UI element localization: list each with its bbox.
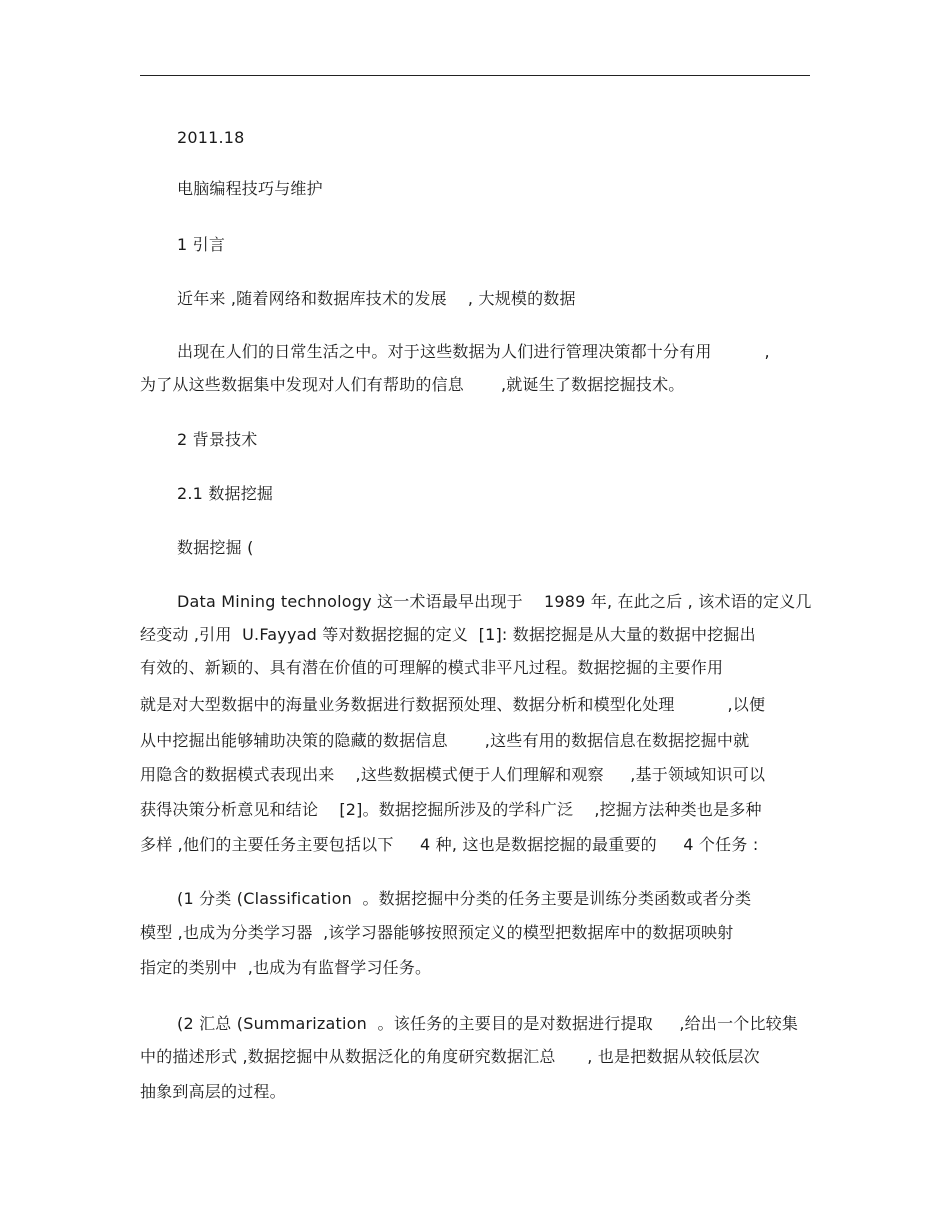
paragraph-line: 为了从这些数据集中发现对人们有帮助的信息 ,就诞生了数据挖掘技术。	[140, 375, 685, 394]
paragraph-line: 中的描述形式 ,数据挖掘中从数据泛化的角度研究数据汇总 , 也是把数据从较低层次	[140, 1047, 760, 1066]
journal-name: 电脑编程技巧与维护	[177, 179, 323, 198]
paragraph-line: 获得决策分析意见和结论 [2]。数据挖掘所涉及的学科广泛 ,挖掘方法种类也是多种	[140, 800, 762, 819]
paragraph-line: 有效的、新颖的、具有潜在价值的可理解的模式非平凡过程。数据挖掘的主要作用	[140, 658, 724, 677]
paragraph-line: 出现在人们的日常生活之中。对于这些数据为人们进行管理决策都十分有用 ,	[177, 342, 770, 361]
paragraph-line: 指定的类别中 ,也成为有监督学习任务。	[140, 958, 432, 977]
paragraph-line: 用隐含的数据模式表现出来 ,这些数据模式便于人们理解和观察 ,基于领域知识可以	[140, 765, 766, 784]
section-heading-1: 1 引言	[177, 235, 226, 254]
section-heading-2-1: 2.1 数据挖掘	[177, 484, 274, 503]
paragraph-line: 从中挖掘出能够辅助决策的隐藏的数据信息 ,这些有用的数据信息在数据挖掘中就	[140, 731, 750, 750]
paragraph-line: 就是对大型数据中的海量业务数据进行数据预处理、数据分析和模型化处理 ,以便	[140, 695, 766, 714]
paragraph-line: (1 分类 (Classification 。数据挖掘中分类的任务主要是训练分类函数或者分类	[177, 889, 752, 908]
intro-paragraph-a: 近年来 ,随着网络和数据库技术的发展 , 大规模的数据	[177, 289, 576, 308]
paragraph-line: 多样 ,他们的主要任务主要包括以下 4 种, 这也是数据挖掘的最重要的 4 个任务 :	[140, 835, 759, 854]
header-rule	[140, 75, 810, 76]
issue-number: 2011.18	[177, 128, 245, 147]
paragraph-line: Data Mining technology 这一术语最早出现于 1989 年, 在此之后 , 该术语的定义几	[177, 592, 812, 611]
paragraph-line: 模型 ,也成为分类学习器 ,该学习器能够按照预定义的模型把数据库中的数据项映射	[140, 923, 734, 942]
paragraph-line: 经变动 ,引用 U.Fayyad 等对数据挖掘的定义 [1]: 数据挖掘是从大量的数据中挖掘出	[140, 625, 756, 644]
data-mining-heading: 数据挖掘 (	[177, 538, 254, 557]
section-heading-2: 2 背景技术	[177, 430, 258, 449]
paragraph-line: 抽象到高层的过程。	[140, 1082, 286, 1101]
paragraph-line: (2 汇总 (Summarization 。该任务的主要目的是对数据进行提取 ,给出一个比较集	[177, 1014, 799, 1033]
